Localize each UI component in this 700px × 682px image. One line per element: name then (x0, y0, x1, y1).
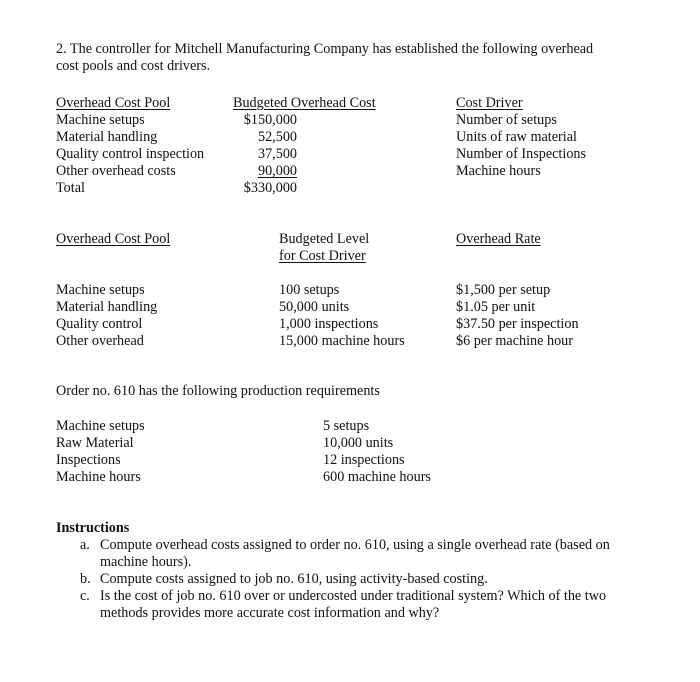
table2-cell-rate: $1.05 per unit (456, 299, 536, 315)
table2-cell-level: 100 setups (279, 282, 340, 298)
table1-cell-cost: $330,000 (243, 180, 297, 196)
order-cell-item: Machine setups (56, 418, 145, 434)
order-cell-item: Inspections (56, 452, 121, 468)
instruction-text: Is the cost of job no. 610 over or undercosted under traditional system? Which of the two methods provides more accurate cost information and why? (100, 588, 607, 621)
instruction-marker: b. (80, 571, 91, 587)
table1-header-driver: Cost Driver (456, 95, 523, 111)
order-qty-column (323, 418, 431, 486)
table2-cell-rate: $1,500 per setup (456, 282, 551, 298)
table2-cell-level: 1,000 inspections (279, 316, 379, 332)
table2-cell-rate: $37.50 per inspection (456, 316, 579, 332)
table2-rate-column (456, 282, 579, 350)
order-cell-qty: 12 inspections (323, 452, 405, 468)
order-cell-qty: 600 machine hours (323, 469, 431, 485)
table2-cell-pool: Other overhead (56, 333, 144, 349)
table1-driver-column (456, 95, 586, 180)
table1-cell-pool: Quality control inspection (56, 146, 205, 162)
table2-header-level-line1: Budgeted Level (279, 231, 370, 247)
instruction-item (80, 588, 650, 622)
table2-header-level-line2: for Cost Driver (279, 248, 366, 264)
table1-cell-pool: Machine setups (56, 112, 145, 128)
table1-cell-driver: Units of raw material (456, 129, 577, 145)
table2-cell-pool: Quality control (56, 316, 143, 332)
table2-level-column (279, 282, 405, 350)
question-line-1: 2. The controller for Mitchell Manufacturing Company has established the following overhead (56, 41, 594, 57)
order-cell-item: Raw Material (56, 435, 134, 451)
question-line-2: cost pools and cost drivers. (56, 58, 211, 74)
instructions-list (80, 537, 650, 622)
table2-cell-rate: $6 per machine hour (456, 333, 574, 349)
table1-header-cost (233, 95, 376, 112)
order-item-column (56, 418, 145, 486)
instruction-marker: a. (80, 537, 90, 553)
order-intro: Order no. 610 has the following production requirements (56, 383, 380, 399)
instruction-item (80, 537, 650, 571)
instruction-item (80, 571, 650, 588)
table2-cell-level: 15,000 machine hours (279, 333, 405, 349)
table1-cost-column (240, 112, 297, 197)
table1-cell-pool: Material handling (56, 129, 158, 145)
order-cell-qty: 10,000 units (323, 435, 394, 451)
table1-header-pool: Overhead Cost Pool (56, 95, 171, 111)
table1-cell-cost: 52,500 (257, 129, 297, 145)
order-cell-item: Machine hours (56, 469, 141, 485)
table1-cell-cost: 37,500 (257, 146, 297, 162)
table2-header-pool: Overhead Cost Pool (56, 231, 171, 247)
table1-cell-pool: Total (56, 180, 85, 196)
instruction-text: Compute overhead costs assigned to order no. 610, using a single overhead rate (based on machine hours). (100, 537, 610, 570)
table1-cell-driver: Machine hours (456, 163, 541, 179)
table1-cell-cost: 90,000 (257, 163, 297, 179)
table1-header-cost-label: Budgeted Overhead Cost (233, 95, 376, 111)
table1-cell-driver: Number of Inspections (456, 146, 587, 162)
table1-cell-pool: Other overhead costs (56, 163, 176, 179)
table1-cell-cost: $150,000 (243, 112, 297, 128)
table2-cell-level: 50,000 units (279, 299, 350, 315)
table1-cell-driver: Number of setups (456, 112, 557, 128)
table2-cell-pool: Material handling (56, 299, 158, 315)
table1-pool-column (56, 95, 204, 197)
table2-pool-column (56, 282, 157, 350)
table2-header-rate: Overhead Rate (456, 231, 541, 247)
table2-cell-pool: Machine setups (56, 282, 145, 298)
order-cell-qty: 5 setups (323, 418, 370, 434)
instruction-marker: c. (80, 588, 90, 604)
instructions-title: Instructions (56, 520, 130, 536)
instruction-text: Compute costs assigned to job no. 610, using activity-based costing. (100, 571, 488, 587)
